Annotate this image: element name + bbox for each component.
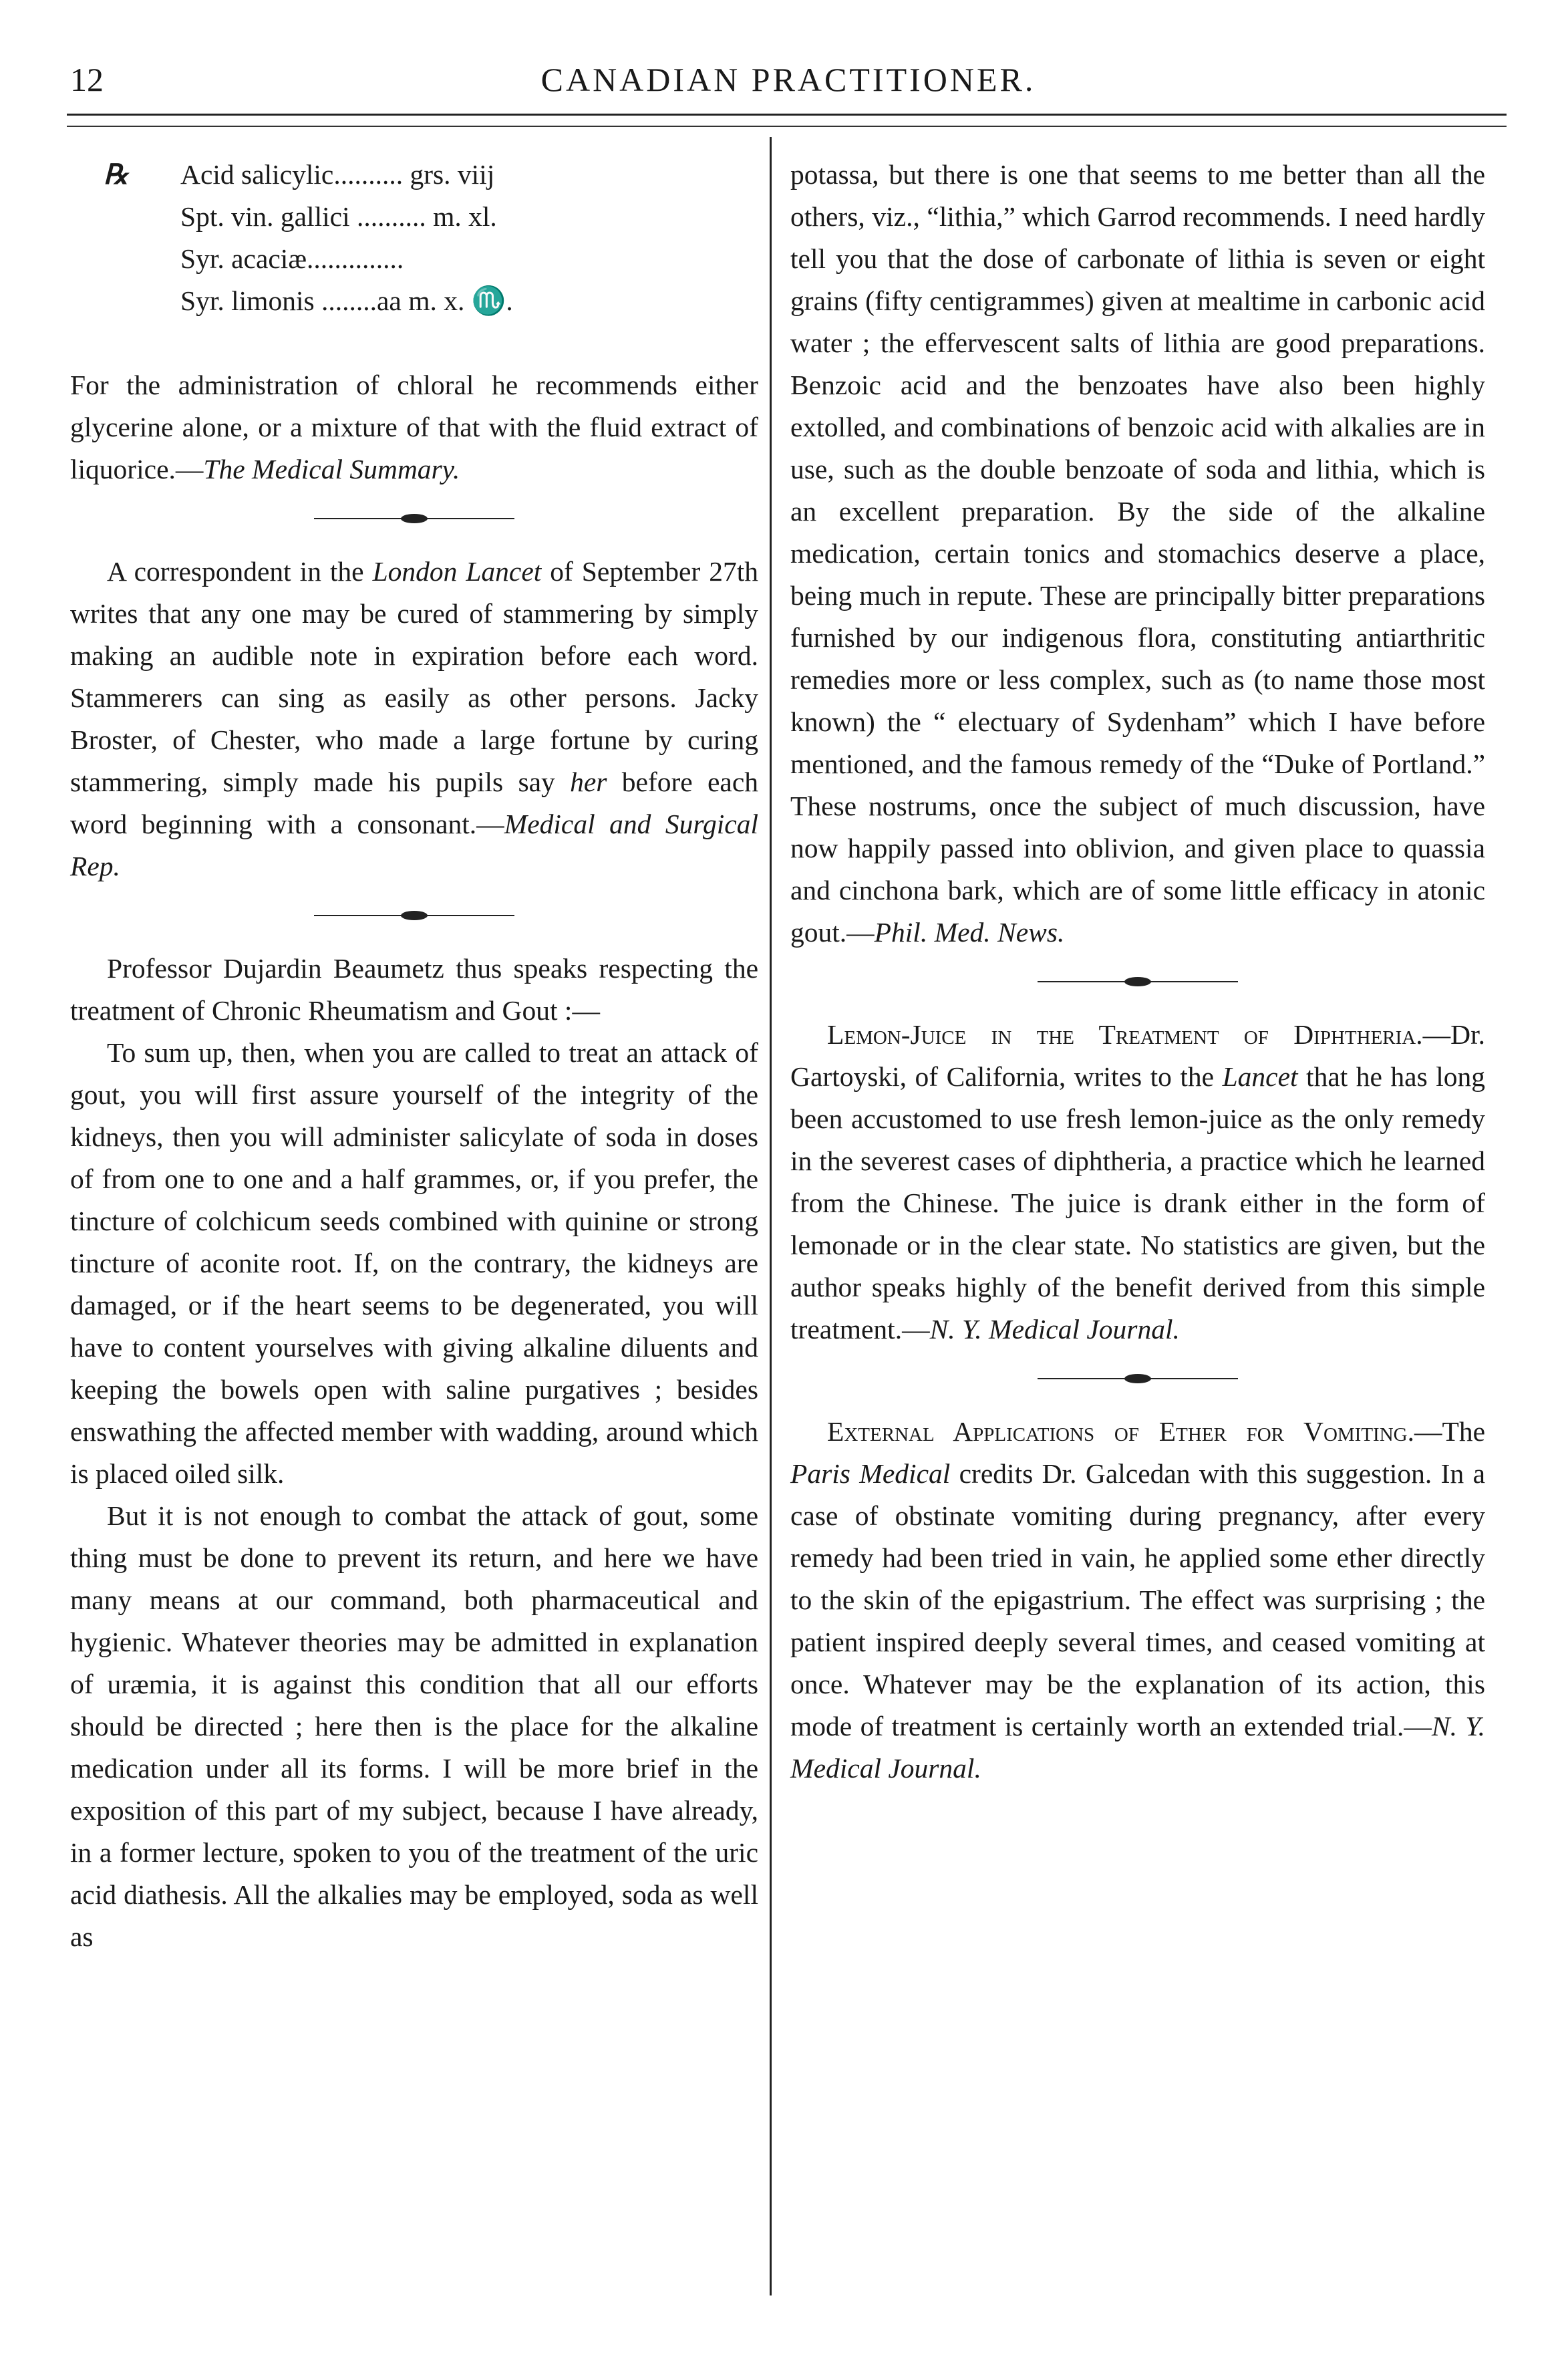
- gout-paragraph: But it is not enough to combat the attack of gout, some thing must be done to prevent its return, and here we have many means at our command, both pharmaceutical and hygienic. Whatever theories may be admitted in explanation of uræmia, it is against this condition that all our efforts should be directed ; here then is the place for the alkaline medication under all its forms. I will be more brief in the exposition of this part of my subject, because I have already, in a former lecture, spoken to you of the treatment of the uric acid diathesis. All the alkalies may be employed, soda as well as: [70, 1500, 758, 1952]
- header-rule: [67, 114, 1507, 116]
- source-citation: N. Y. Medical Journal.: [929, 1314, 1180, 1345]
- section-ornament: [790, 1351, 1485, 1411]
- running-title: CANADIAN PRACTITIONER.: [540, 61, 1036, 98]
- lemon-juice-paragraph: Lemon-Juice in the Treatment of Diphtheria.—Dr. Gartoyski, of California, writes to the Lancet that he has long been accustomed to use fresh lemon-juice as the only remedy in the severest cases of diphtheria, a practice which he learned from the Chinese. The juice is drank either in the form of lemonade or in the clear state. No statistics are given, but the author speaks highly of the benefit derived from this simple treatment.—N. Y. Medical Journal.: [790, 1019, 1486, 1345]
- section-ornament: [70, 887, 758, 948]
- article-heading: Lemon-Juice in the Treatment of Diphtheria.: [827, 1019, 1423, 1050]
- left-column: [70, 154, 758, 1958]
- article-heading: External Applications of Ether for Vomiting.: [827, 1416, 1414, 1447]
- column-divider: [770, 137, 772, 2295]
- source-citation: The Medical Summary.: [203, 454, 460, 484]
- section-ornament: [790, 954, 1485, 1014]
- prescription-line: Acid salicylic.......... grs. viij: [180, 159, 495, 190]
- page-number: 12: [70, 61, 104, 98]
- section-ornament: [70, 491, 758, 551]
- recipe-symbol: ℞: [104, 159, 129, 190]
- prescription-line: Spt. vin. gallici .......... m. xl.: [180, 201, 497, 232]
- prescription-line: Syr. acaciæ..............: [180, 243, 404, 274]
- stammering-paragraph: A correspondent in the London Lancet of September 27th writes that any one may be cured of stammering by simply making an audible note in expiration before each word. Stammerers can sing as easily as other persons. Jacky Broster, of Chester, who made a large fortune by curing stammering, simply made his pupils say her before each word beginning with a consonant.—Medical and Surgical Rep.: [70, 556, 758, 881]
- chloral-paragraph: For the administration of chloral he recommends either glycerine alone, or a mixture of that with the fluid extract of liquorice.—The Medical Summary.: [70, 370, 758, 484]
- prescription: [70, 154, 758, 364]
- source-citation: N. Y. Medical Journal.: [790, 1711, 1485, 1784]
- gout-intro-paragraph: Professor Dujardin Beaumetz thus speaks respecting the treatment of Chronic Rheumatism and Gout :—: [70, 953, 758, 1026]
- gout-continuation-paragraph: potassa, but there is one that seems to me better than all the others, viz., “lithia,” which Garrod recommends. I need hardly tell you that the dose of carbonate of lithia is seven or eight grains (fifty centigrammes) given at mealtime in carbonic acid water ; the effervescent salts of lithia are good preparations. Benzoic acid and the benzoates have also been highly extolled, and combinations of benzoic acid with alkalies are in use, such as the double benzoate of soda and lithia, which is an excellent preparation. By the side of the alkaline medication, certain tonics and stomachics deserve a place, being much in repute. These are principally bitter preparations furnished by our indigenous flora, constituting antiarthritic remedies more or less complex, such as (to name those most known) the “ electuary of Sydenham” which I have before mentioned, and the famous remedy of the “Duke of Portland.” These nostrums, once the subject of much discussion, have now happily passed into oblivion, and given place to quassia and cinchona bark, which are of some little efficacy in atonic gout.—Phil. Med. News.: [790, 159, 1485, 948]
- header-rule-thin: [67, 126, 1507, 127]
- source-citation: Medical and Surgical Rep.: [70, 809, 758, 881]
- ether-paragraph: External Applications of Ether for Vomiting.—The Paris Medical credits Dr. Galcedan with this suggestion. In a case of obstinate vomiting during pregnancy, after every remedy had been tried in vain, he applied some ether directly to the skin of the epigastrium. The effect was surprising ; the patient inspired deeply several times, and ceased vomiting at once. Whatever may be the explanation of its action, this mode of treatment is certainly worth an extended trial.—N. Y. Medical Journal.: [790, 1416, 1485, 1784]
- gout-paragraph: To sum up, then, when you are called to treat an attack of gout, you will first assure yourself of the integrity of the kidneys, then you will administer salicylate of soda in doses of from one to one and a half grammes, or, if you prefer, the tincture of colchicum seeds combined with quinine or strong tincture of aconite root. If, on the contrary, the kidneys are damaged, or if the heart seems to be degenerated, you will have to content yourselves with giving alkaline diluents and keeping the bowels open with saline purgatives ; besides enswathing the affected member with wadding, around which is placed oiled silk.: [70, 1037, 758, 1489]
- source-citation: Phil. Med. News.: [874, 917, 1065, 948]
- prescription-line: Syr. limonis ........aa m. x. ♏.: [180, 285, 513, 316]
- page-header: [70, 60, 1507, 107]
- right-column: [790, 154, 1485, 1790]
